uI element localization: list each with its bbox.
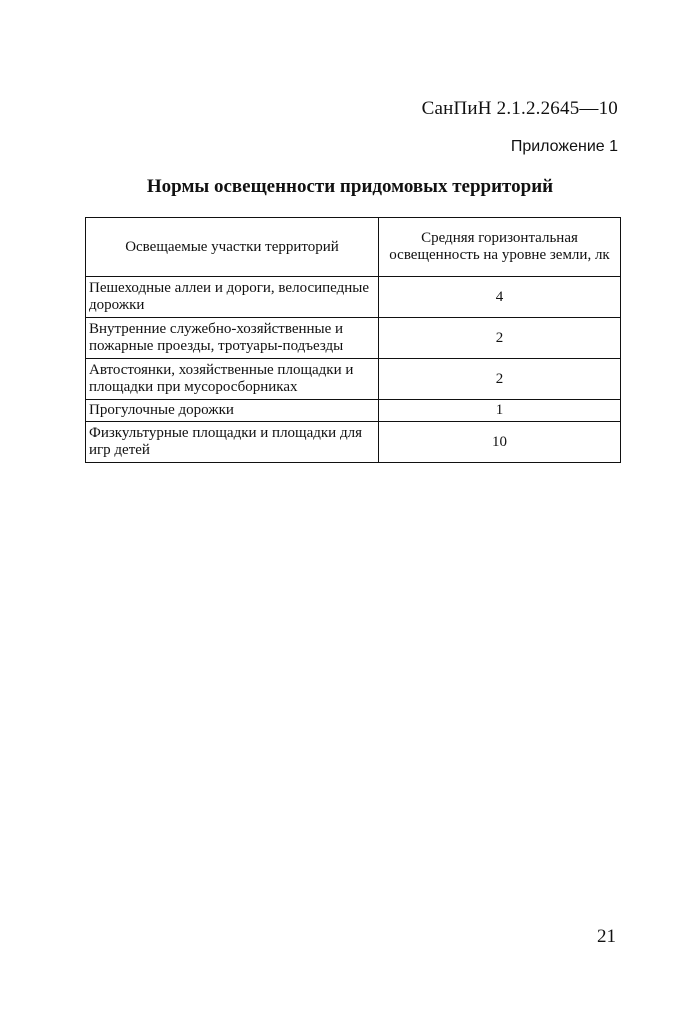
column-header-area: Освещаемые участки территорий: [86, 218, 379, 277]
table-row: [86, 422, 621, 463]
table-cell-value: 4: [379, 277, 621, 318]
table-cell-area: Автостоянки, хозяйственные площадки и площадки при мусоросборниках: [86, 359, 379, 400]
document-code: СанПиН 2.1.2.2645—10: [421, 98, 618, 119]
table-cell-area: Прогулочные дорожки: [86, 400, 379, 422]
page-title: Нормы освещенности придомовых территорий: [146, 176, 554, 197]
appendix-label: Приложение 1: [510, 138, 618, 155]
table-cell-value: 2: [379, 318, 621, 359]
table-cell-area: Физкультурные площадки и площадки для игр детей: [86, 422, 379, 463]
table-cell-value: 1: [379, 400, 621, 422]
table-cell-area: Пешеходные аллеи и дороги, велосипедные дорожки: [86, 277, 379, 318]
page-number: 21: [597, 926, 616, 947]
table-row: [86, 318, 621, 359]
table-row: [86, 400, 621, 422]
table-cell-value: 2: [379, 359, 621, 400]
table-row: [86, 359, 621, 400]
column-header-illuminance: Средняя горизонтальная освещенность на уровне земли, лк: [379, 218, 621, 277]
table-row: [86, 277, 621, 318]
table-cell-area: Внутренние служебно-хозяйственные и пожарные проезды, тротуары-подъезды: [86, 318, 379, 359]
illumination-norms-table: [85, 217, 621, 463]
table-header-row: [86, 218, 621, 277]
table-cell-value: 10: [379, 422, 621, 463]
